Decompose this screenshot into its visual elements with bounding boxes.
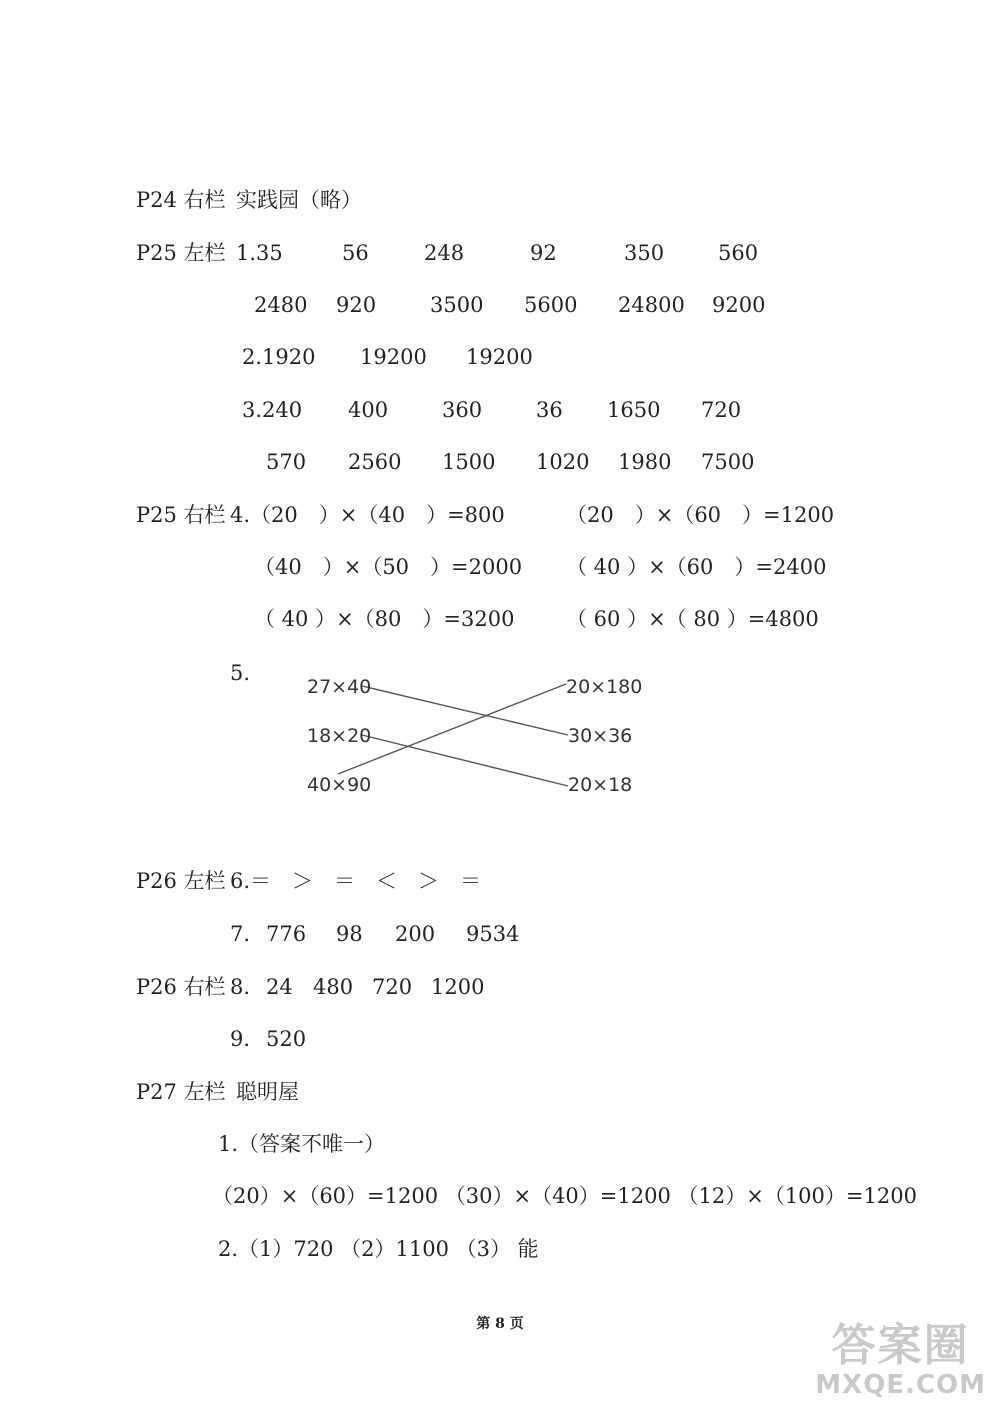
q1-answer: 3500	[430, 293, 484, 317]
q2-answer: 19200	[360, 345, 427, 369]
q7-number: 7.	[230, 922, 251, 946]
q3-answer: 400	[348, 398, 389, 422]
matching-left-item: 18×20	[307, 725, 372, 747]
q4-answer: （40 ）×（50 ）=2000	[254, 555, 523, 579]
q4-answer: （ 40 ）×（60 ）=2400	[566, 555, 827, 579]
q8-answer: 1200	[431, 975, 485, 999]
q3-answer: 7500	[701, 450, 755, 474]
q1-answer: 9200	[712, 293, 766, 317]
section-label-p27-left: P27 左栏	[136, 1080, 226, 1104]
q7-answer: 776	[266, 922, 307, 946]
q4-answer: （20 ）×（60 ）=1200	[566, 503, 835, 527]
matching-right-item: 30×36	[568, 725, 633, 747]
q1-answer: 560	[718, 241, 759, 265]
q8-answer: 720	[372, 975, 413, 999]
section-label-p26-right: P26 右栏	[136, 975, 226, 999]
q7-answer: 200	[395, 922, 436, 946]
matching-link-line	[338, 684, 566, 774]
q9-number: 9.	[230, 1027, 251, 1051]
q4-answer: （ 40 ）×（80 ）=3200	[254, 607, 515, 631]
q9-answer: 520	[266, 1027, 307, 1051]
q7-answer: 98	[336, 922, 363, 946]
q8-answer: 480	[313, 975, 354, 999]
q2-answer: 2.1920	[242, 345, 316, 369]
section-label-p25-left: P25 左栏	[136, 241, 226, 265]
q3-answer: 1980	[618, 450, 672, 474]
q1-answer: 2480	[254, 293, 308, 317]
q3-answer: 360	[442, 398, 483, 422]
q4-answer: 4.（20 ）×（40 ）=800	[230, 503, 505, 527]
q3-answer: 570	[266, 450, 307, 474]
section-label-p25-right: P25 右栏	[136, 503, 226, 527]
q8-number: 8.	[230, 975, 251, 999]
q3-answer: 36	[536, 398, 563, 422]
matching-left-item: 27×40	[307, 676, 372, 698]
q3-answer: 1500	[442, 450, 496, 474]
q1-answer: 920	[336, 293, 377, 317]
q3-answer: 2560	[348, 450, 402, 474]
section-label-p24: P24 右栏	[136, 188, 226, 212]
matching-right-item: 20×18	[568, 774, 633, 796]
matching-link-line	[362, 686, 568, 735]
q3-answer: 1650	[607, 398, 661, 422]
q7-answer: 9534	[466, 922, 520, 946]
p27-title: 聪明屋	[236, 1080, 299, 1104]
q3-answer: 3.240	[242, 398, 303, 422]
q1-answer: 5600	[524, 293, 578, 317]
matching-left-item: 40×90	[307, 774, 372, 796]
q3-answer: 720	[701, 398, 742, 422]
q1-answer: 350	[624, 241, 665, 265]
challenge-2-answers: 2.（1）720 （2）1100 （3） 能	[218, 1237, 539, 1261]
challenge-1-head: 1.（答案不唯一）	[218, 1132, 386, 1156]
watermark-logo: 答案圈 MXQE.COM	[815, 1320, 986, 1400]
q1-answer: 56	[342, 241, 369, 265]
section-label-p26-left: P26 左栏	[136, 869, 226, 893]
matching-right-item: 20×180	[566, 676, 643, 698]
q1-answer: 248	[424, 241, 465, 265]
q2-answer: 19200	[466, 345, 533, 369]
challenge-1-answers: （20）×（60）=1200 （30）×（40）=1200 （12）×（100）=1200	[212, 1184, 917, 1208]
page-number: 第 8 页	[476, 1316, 524, 1332]
q1-answer: 24800	[618, 293, 685, 317]
q3-answer: 1020	[536, 450, 590, 474]
q8-answer: 24	[266, 975, 293, 999]
q4-answer: （ 60 ）×（ 80 ）=4800	[566, 607, 819, 631]
q1-answer: 1.35	[236, 241, 283, 265]
p24-answer: 实践园（略）	[236, 188, 362, 212]
matching-link-line	[362, 735, 568, 786]
q5-label: 5.	[230, 661, 251, 685]
matching-diagram	[300, 668, 660, 808]
q6-answer: 6.＝ ＞ ＝ ＜ ＞ ＝	[230, 869, 482, 893]
q1-answer: 92	[530, 241, 557, 265]
